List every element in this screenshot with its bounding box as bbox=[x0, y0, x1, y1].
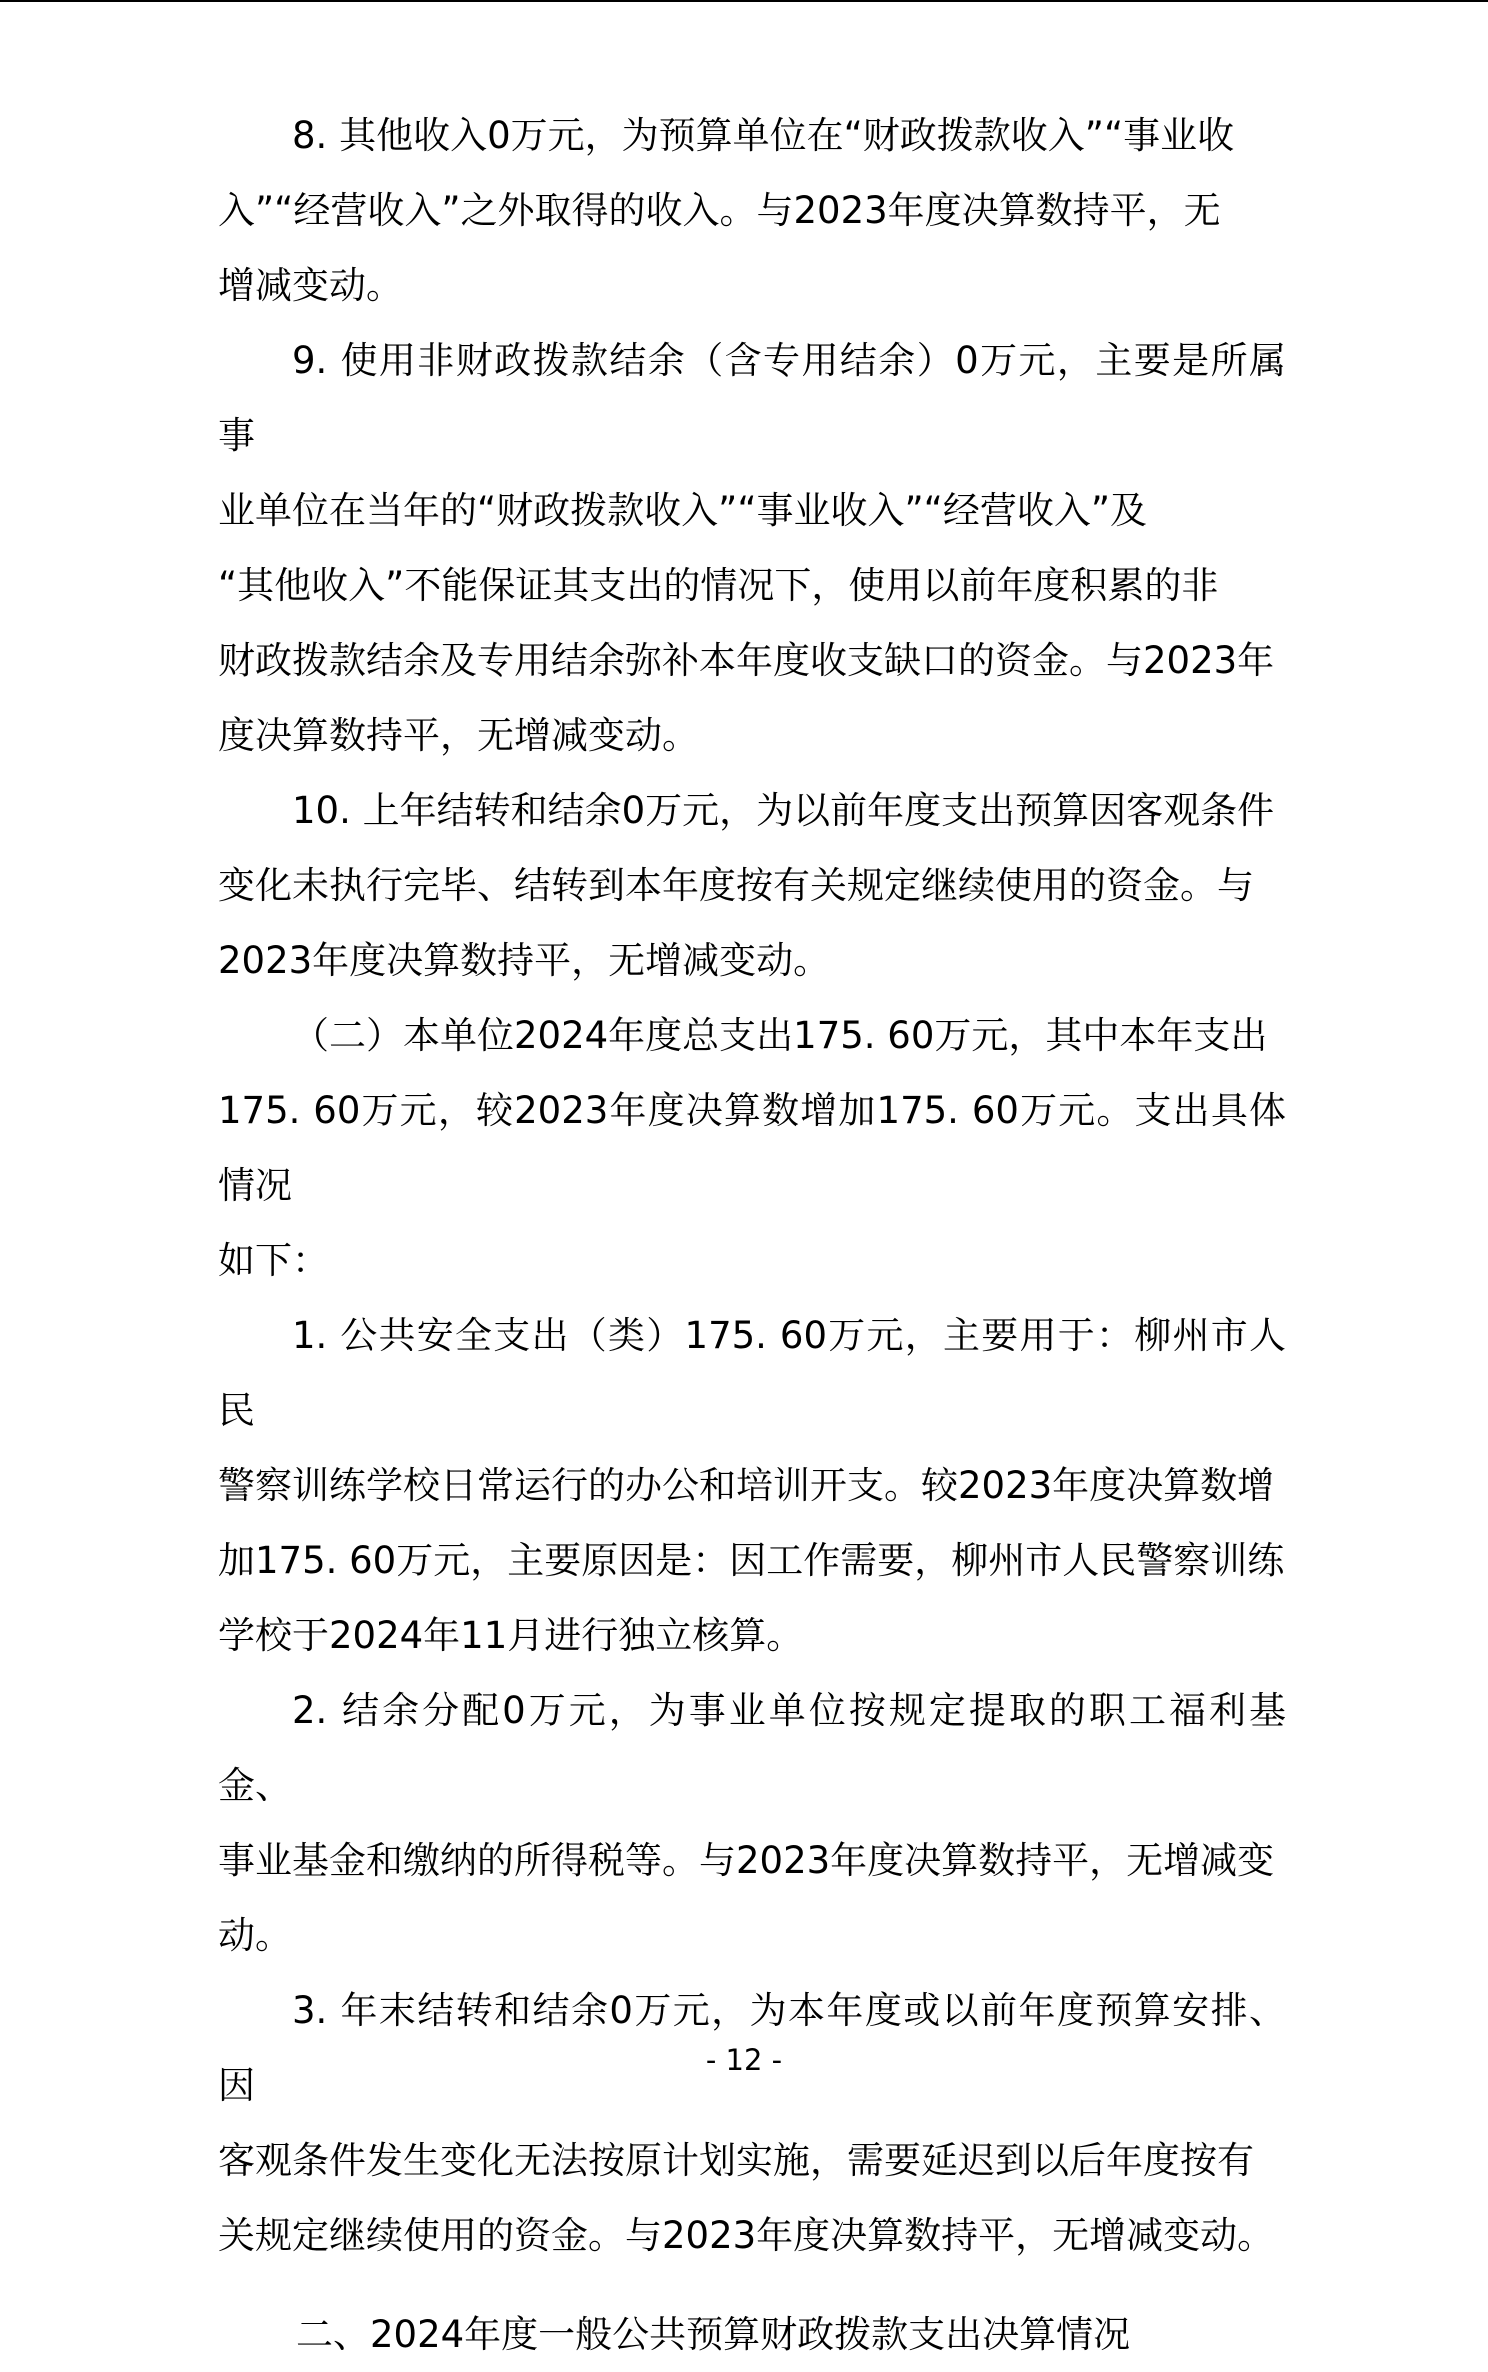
paragraph-surplus-distribution bbox=[218, 1673, 1286, 1973]
text-line: 动。 bbox=[218, 1914, 292, 1957]
paragraph-total-expenditure bbox=[218, 998, 1286, 1298]
text-line: 客观条件发生变化无法按原计划实施，需要延迟到以后年度按有 bbox=[218, 2139, 1254, 2182]
page-number: - 12 - bbox=[705, 2043, 783, 2077]
text-line: 8. 其他收入0万元，为预算单位在“财政拨款收入”“事业收 bbox=[292, 114, 1235, 157]
text-line: （二）本单位2024年度总支出175. 60万元，其中本年支出 bbox=[292, 1014, 1268, 1057]
text-line: 变化未执行完毕、结转到本年度按有关规定继续使用的资金。与 bbox=[218, 864, 1254, 907]
text-line: 175. 60万元，较2023年度决算数增加175. 60万元。支出具体情况 bbox=[218, 1089, 1286, 1207]
paragraph-year-end-carryover bbox=[218, 1973, 1286, 2273]
section-heading: 二、2024年度一般公共预算财政拨款支出决算情况 bbox=[296, 2313, 1131, 2356]
text-line: 度决算数持平，无增减变动。 bbox=[218, 714, 699, 757]
text-line: 9. 使用非财政拨款结余（含专用结余）0万元，主要是所属事 bbox=[218, 339, 1286, 457]
text-line: 警察训练学校日常运行的办公和培训开支。较2023年度决算数增 bbox=[218, 1464, 1275, 1507]
paragraph-non-fiscal-balance bbox=[218, 323, 1286, 773]
text-line: 10. 上年结转和结余0万元，为以前年度支出预算因客观条件 bbox=[292, 789, 1275, 832]
text-line: 事业基金和缴纳的所得税等。与2023年度决算数持平，无增减变 bbox=[218, 1839, 1275, 1882]
text-line: 如下： bbox=[218, 1239, 329, 1282]
text-line: 1. 公共安全支出（类）175. 60万元，主要用于：柳州市人民 bbox=[218, 1314, 1286, 1432]
text-line: 3. 年末结转和结余0万元，为本年度或以前年度预算安排、因 bbox=[218, 1989, 1286, 2107]
paragraph-other-income bbox=[218, 98, 1286, 323]
text-line: 学校于2024年11月进行独立核算。 bbox=[218, 1614, 804, 1657]
text-line: 财政拨款结余及专用结余弥补本年度收支缺口的资金。与2023年 bbox=[218, 639, 1275, 682]
text-line: 业单位在当年的“财政拨款收入”“事业收入”“经营收入”及 bbox=[218, 489, 1148, 532]
text-line: “其他收入”不能保证其支出的情况下，使用以前年度积累的非 bbox=[218, 564, 1219, 607]
text-line: 2. 结余分配0万元，为事业单位按规定提取的职工福利基金、 bbox=[218, 1689, 1286, 1807]
text-line: 2023年度决算数持平，无增减变动。 bbox=[218, 939, 831, 982]
text-line: 关规定继续使用的资金。与2023年度决算数持平，无增减变动。 bbox=[218, 2214, 1275, 2257]
paragraph-prior-year-carryover bbox=[218, 773, 1286, 998]
document-page bbox=[218, 98, 1286, 2372]
top-border-line bbox=[0, 0, 1488, 2]
text-line: 入”“经营收入”之外取得的收入。与2023年度决算数持平，无 bbox=[218, 189, 1221, 232]
text-line: 加175. 60万元，主要原因是：因工作需要，柳州市人民警察训练 bbox=[218, 1539, 1285, 1582]
text-line: 增减变动。 bbox=[218, 264, 403, 307]
paragraph-public-security-expenditure bbox=[218, 1298, 1286, 1673]
